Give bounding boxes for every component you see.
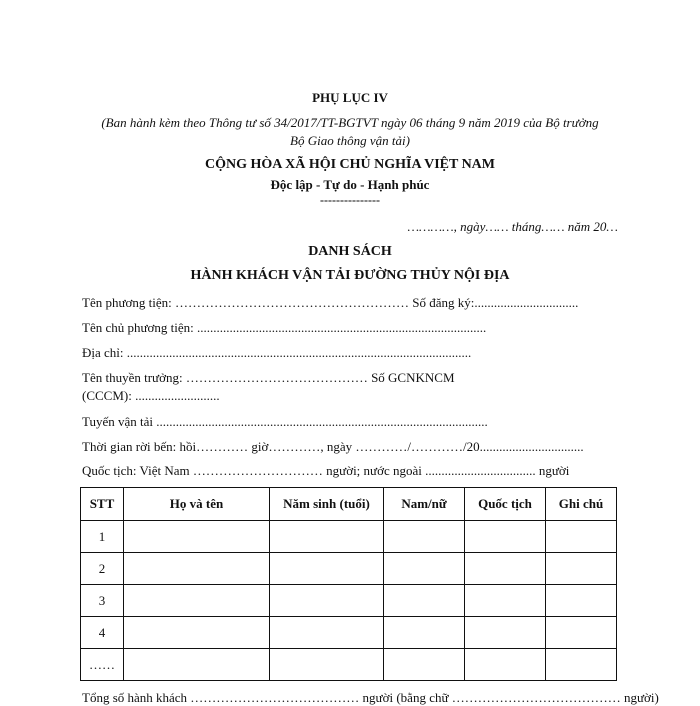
cell-nationality bbox=[465, 617, 546, 649]
cell-notes bbox=[546, 553, 617, 585]
cell-birth-year bbox=[270, 617, 384, 649]
row-number: 4 bbox=[81, 617, 124, 649]
table-row bbox=[81, 617, 617, 649]
cell-notes bbox=[546, 585, 617, 617]
cell-birth-year bbox=[270, 553, 384, 585]
cell-notes bbox=[546, 617, 617, 649]
field-nationality: Quốc tịch: Việt Nam ………………………… người; nước ngoài .................................. người bbox=[82, 463, 570, 478]
cell-full-name bbox=[124, 617, 270, 649]
table-row bbox=[81, 585, 617, 617]
cell-gender bbox=[384, 585, 465, 617]
cell-gender bbox=[384, 649, 465, 681]
row-number: …… bbox=[81, 649, 124, 681]
cell-full-name bbox=[124, 521, 270, 553]
field-vehicle-name: Tên phương tiện: ……………………………………………… Số đăng ký:................................ bbox=[82, 295, 579, 310]
header-birth-year: Năm sinh (tuổi) bbox=[270, 488, 384, 521]
list-title: DANH SÁCH bbox=[308, 244, 392, 259]
field-route: Tuyến vận tải ...................................................................................................... bbox=[82, 414, 488, 429]
row-number: 3 bbox=[81, 585, 124, 617]
cell-birth-year bbox=[270, 649, 384, 681]
field-certificate-number: (CCCM): .......................... bbox=[82, 388, 220, 403]
cell-full-name bbox=[124, 585, 270, 617]
table-row bbox=[81, 521, 617, 553]
cell-nationality bbox=[465, 521, 546, 553]
total-passengers-line: Tổng số hành khách ………………………………… người (bằng chữ ………………………………… người) bbox=[82, 690, 659, 705]
list-subtitle: HÀNH KHÁCH VẬN TẢI ĐƯỜNG THỦY NỘI ĐỊA bbox=[190, 268, 510, 283]
appendix-title: PHỤ LỤC IV bbox=[312, 90, 388, 105]
country-name: CỘNG HÒA XÃ HỘI CHỦ NGHĨA VIỆT NAM bbox=[204, 157, 495, 172]
issued-by-line-1: (Ban hành kèm theo Thông tư số 34/2017/TT-BGTVT ngày 06 tháng 9 năm 2019 của Bộ trưởng bbox=[101, 115, 599, 130]
row-number: 2 bbox=[81, 553, 124, 585]
field-departure-time: Thời gian rời bến: hồi………… giờ…………, ngày …………/…………/20................................ bbox=[82, 439, 584, 454]
table-row bbox=[81, 649, 617, 681]
field-captain-name: Tên thuyền trưởng: …………………………………… Số GCNKNCM bbox=[82, 370, 455, 385]
issued-by-line-2: Bộ Giao thông vận tải) bbox=[290, 133, 410, 148]
header-divider: --------------- bbox=[320, 193, 380, 207]
table-header-row bbox=[81, 488, 617, 521]
cell-gender bbox=[384, 553, 465, 585]
cell-nationality bbox=[465, 585, 546, 617]
passenger-table bbox=[80, 487, 617, 681]
header-nationality: Quốc tịch bbox=[465, 488, 546, 521]
cell-birth-year bbox=[270, 585, 384, 617]
field-owner-name: Tên chủ phương tiện: ......................................................................................... bbox=[82, 320, 487, 335]
cell-full-name bbox=[124, 553, 270, 585]
header-notes: Ghi chú bbox=[546, 488, 617, 521]
cell-notes bbox=[546, 521, 617, 553]
cell-gender bbox=[384, 617, 465, 649]
cell-full-name bbox=[124, 649, 270, 681]
header-stt: STT bbox=[81, 488, 124, 521]
cell-nationality bbox=[465, 553, 546, 585]
row-number: 1 bbox=[81, 521, 124, 553]
header-gender: Nam/nữ bbox=[384, 488, 465, 521]
cell-notes bbox=[546, 649, 617, 681]
field-address: Địa chỉ: .......................................................................................................... bbox=[82, 345, 472, 360]
header-full-name: Họ và tên bbox=[124, 488, 270, 521]
cell-birth-year bbox=[270, 521, 384, 553]
national-motto: Độc lập - Tự do - Hạnh phúc bbox=[270, 177, 430, 192]
cell-gender bbox=[384, 521, 465, 553]
table-row bbox=[81, 553, 617, 585]
cell-nationality bbox=[465, 649, 546, 681]
date-line: …………, ngày…… tháng…… năm 20… bbox=[407, 219, 618, 234]
